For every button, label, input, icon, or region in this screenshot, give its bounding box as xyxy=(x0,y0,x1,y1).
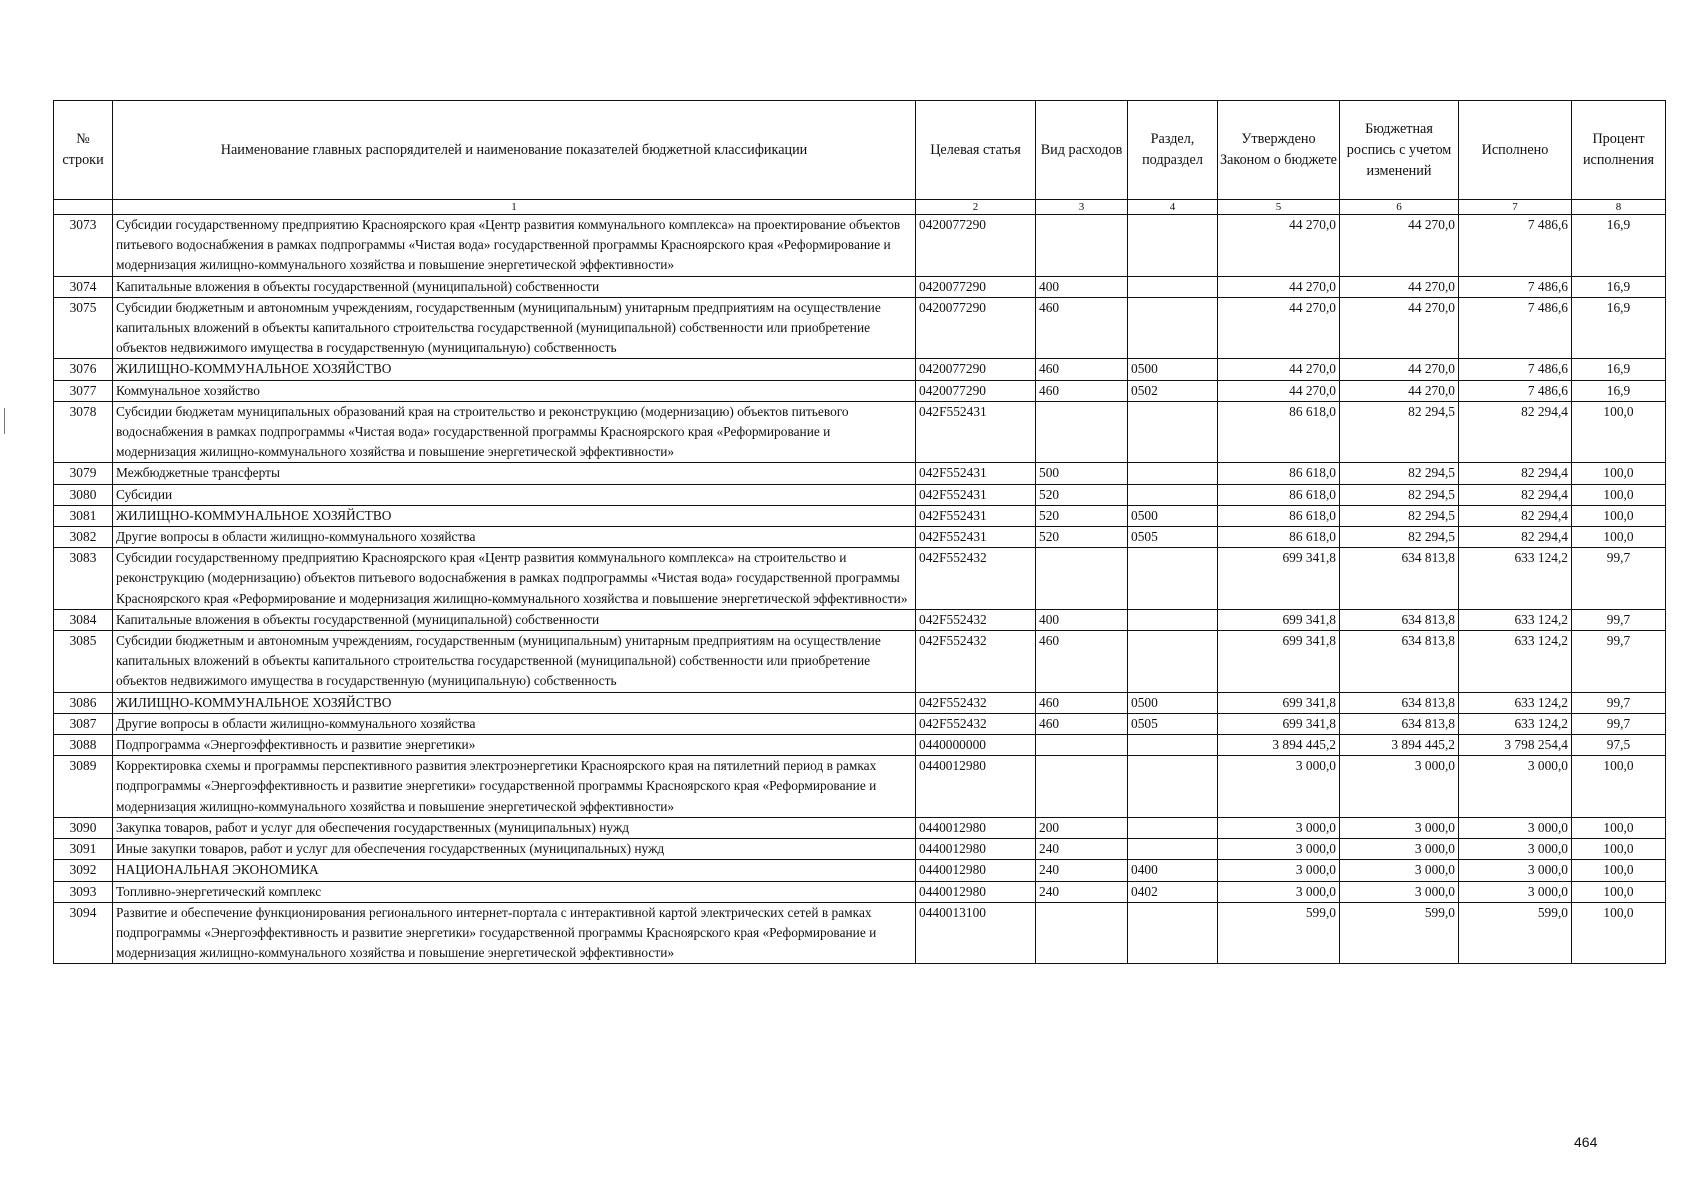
column-number: 4 xyxy=(1128,200,1218,215)
percent-cell: 100,0 xyxy=(1572,527,1666,548)
table-row xyxy=(54,692,1666,713)
expense-type-cell: 240 xyxy=(1036,860,1128,881)
section-cell: 0502 xyxy=(1128,380,1218,401)
percent-cell: 100,0 xyxy=(1572,463,1666,484)
approved-amount-cell: 3 000,0 xyxy=(1218,860,1340,881)
table-row xyxy=(54,631,1666,693)
schedule-amount-cell: 44 270,0 xyxy=(1340,276,1459,297)
executed-amount-cell: 3 000,0 xyxy=(1459,756,1572,818)
section-cell: 0402 xyxy=(1128,881,1218,902)
schedule-amount-cell: 3 000,0 xyxy=(1340,817,1459,838)
executed-amount-cell: 7 486,6 xyxy=(1459,276,1572,297)
section-cell: 0505 xyxy=(1128,713,1218,734)
row-name-cell: Субсидии бюджетным и автономным учреждениям, государственным (муниципальным) унитарным предприятиям на осуществление капитальных вложений в объекты капитального строительства государственной (муниципальной) собственности или приобретение объектов недвижимого имущества в государственную (муниципальную) собственность xyxy=(113,631,916,693)
header-expense-type: Вид расходов xyxy=(1036,101,1128,200)
header-target-article: Целевая статья xyxy=(916,101,1036,200)
percent-cell: 99,7 xyxy=(1572,713,1666,734)
percent-cell: 100,0 xyxy=(1572,484,1666,505)
row-name-cell: Субсидии бюджетным и автономным учреждениям, государственным (муниципальным) унитарным предприятиям на осуществление капитальных вложений в объекты капитального строительства государственной (муниципальной) собственности или приобретение объектов недвижимого имущества в государственную (муниципальную) собственность xyxy=(113,297,916,359)
percent-cell: 99,7 xyxy=(1572,631,1666,693)
expense-type-cell xyxy=(1036,735,1128,756)
header-executed: Исполнено xyxy=(1459,101,1572,200)
percent-cell: 100,0 xyxy=(1572,881,1666,902)
executed-amount-cell: 7 486,6 xyxy=(1459,297,1572,359)
table-header xyxy=(54,101,1666,215)
executed-amount-cell: 82 294,4 xyxy=(1459,401,1572,463)
executed-amount-cell: 3 798 254,4 xyxy=(1459,735,1572,756)
target-article-cell: 0420077290 xyxy=(916,276,1036,297)
approved-amount-cell: 86 618,0 xyxy=(1218,463,1340,484)
row-name-cell: Субсидии бюджетам муниципальных образований края на строительство и реконструкцию (модернизацию) объектов питьевого водоснабжения в рамках подпрограммы «Чистая вода» государственной программы Красноярского края «Реформирование и модернизация жилищно-коммунального хозяйства и повышение энергетической эффективности» xyxy=(113,401,916,463)
executed-amount-cell: 633 124,2 xyxy=(1459,631,1572,693)
expense-type-cell: 240 xyxy=(1036,881,1128,902)
row-name-cell: Иные закупки товаров, работ и услуг для обеспечения государственных (муниципальных) нужд xyxy=(113,839,916,860)
row-name-cell: Другие вопросы в области жилищно-коммунального хозяйства xyxy=(113,527,916,548)
table-row xyxy=(54,756,1666,818)
table-row xyxy=(54,359,1666,380)
target-article-cell: 042F552432 xyxy=(916,713,1036,734)
approved-amount-cell: 44 270,0 xyxy=(1218,215,1340,277)
expense-type-cell: 400 xyxy=(1036,276,1128,297)
expense-type-cell: 460 xyxy=(1036,713,1128,734)
target-article-cell: 042F552431 xyxy=(916,484,1036,505)
expense-type-cell xyxy=(1036,215,1128,277)
executed-amount-cell: 599,0 xyxy=(1459,902,1572,964)
target-article-cell: 0440012980 xyxy=(916,756,1036,818)
approved-amount-cell: 3 894 445,2 xyxy=(1218,735,1340,756)
executed-amount-cell: 7 486,6 xyxy=(1459,380,1572,401)
row-name-cell: Коммунальное хозяйство xyxy=(113,380,916,401)
row-number-cell: 3093 xyxy=(54,881,113,902)
expense-type-cell: 460 xyxy=(1036,380,1128,401)
table-row xyxy=(54,609,1666,630)
percent-cell: 100,0 xyxy=(1572,839,1666,860)
section-cell: 0400 xyxy=(1128,860,1218,881)
row-number-cell: 3076 xyxy=(54,359,113,380)
schedule-amount-cell: 44 270,0 xyxy=(1340,359,1459,380)
header-section: Раздел, подраздел xyxy=(1128,101,1218,200)
section-cell xyxy=(1128,401,1218,463)
expense-type-cell: 520 xyxy=(1036,505,1128,526)
executed-amount-cell: 633 124,2 xyxy=(1459,609,1572,630)
target-article-cell: 0420077290 xyxy=(916,215,1036,277)
percent-cell: 100,0 xyxy=(1572,756,1666,818)
approved-amount-cell: 86 618,0 xyxy=(1218,401,1340,463)
executed-amount-cell: 82 294,4 xyxy=(1459,463,1572,484)
section-cell: 0500 xyxy=(1128,692,1218,713)
approved-amount-cell: 699 341,8 xyxy=(1218,609,1340,630)
expense-type-cell: 460 xyxy=(1036,359,1128,380)
row-number-cell: 3088 xyxy=(54,735,113,756)
schedule-amount-cell: 44 270,0 xyxy=(1340,297,1459,359)
schedule-amount-cell: 3 000,0 xyxy=(1340,881,1459,902)
section-cell xyxy=(1128,735,1218,756)
scan-edge-mark xyxy=(4,408,5,434)
schedule-amount-cell: 82 294,5 xyxy=(1340,505,1459,526)
executed-amount-cell: 633 124,2 xyxy=(1459,548,1572,610)
row-number-cell: 3078 xyxy=(54,401,113,463)
row-number-cell: 3087 xyxy=(54,713,113,734)
row-name-cell: Развитие и обеспечение функционирования регионального интернет-портала с интерактивной картой электрических сетей в рамках подпрограммы «Энергоэффективность и развитие энергетики» государственной программы Красноярского края «Реформирование и модернизация жилищно-коммунального хозяйства и повышение энергетической эффективности» xyxy=(113,902,916,964)
approved-amount-cell: 86 618,0 xyxy=(1218,484,1340,505)
column-number: 6 xyxy=(1340,200,1459,215)
percent-cell: 16,9 xyxy=(1572,297,1666,359)
column-number: 8 xyxy=(1572,200,1666,215)
row-name-cell: Другие вопросы в области жилищно-коммунального хозяйства xyxy=(113,713,916,734)
row-number-cell: 3081 xyxy=(54,505,113,526)
row-name-cell: Топливно-энергетический комплекс xyxy=(113,881,916,902)
column-number: 7 xyxy=(1459,200,1572,215)
row-number-cell: 3086 xyxy=(54,692,113,713)
page-number: 464 xyxy=(1574,1134,1598,1150)
row-name-cell: Субсидии государственному предприятию Красноярского края «Центр развития коммунального комплекса» на проектирование объектов питьевого водоснабжения в рамках подпрограммы «Чистая вода» государственной программы Красноярского края «Реформирование и модернизация жилищно-коммунального хозяйства и повышение энергетической эффективности» xyxy=(113,215,916,277)
percent-cell: 100,0 xyxy=(1572,902,1666,964)
table-row xyxy=(54,215,1666,277)
expense-type-cell: 200 xyxy=(1036,817,1128,838)
percent-cell: 99,7 xyxy=(1572,609,1666,630)
target-article-cell: 042F552432 xyxy=(916,692,1036,713)
percent-cell: 99,7 xyxy=(1572,548,1666,610)
schedule-amount-cell: 634 813,8 xyxy=(1340,713,1459,734)
expense-type-cell: 460 xyxy=(1036,631,1128,693)
target-article-cell: 0420077290 xyxy=(916,359,1036,380)
executed-amount-cell: 7 486,6 xyxy=(1459,215,1572,277)
table-body xyxy=(54,215,1666,964)
row-name-cell: Межбюджетные трансферты xyxy=(113,463,916,484)
schedule-amount-cell: 3 894 445,2 xyxy=(1340,735,1459,756)
percent-cell: 16,9 xyxy=(1572,276,1666,297)
table-row xyxy=(54,839,1666,860)
schedule-amount-cell: 599,0 xyxy=(1340,902,1459,964)
row-name-cell: Субсидии xyxy=(113,484,916,505)
section-cell: 0500 xyxy=(1128,505,1218,526)
target-article-cell: 0420077290 xyxy=(916,297,1036,359)
schedule-amount-cell: 634 813,8 xyxy=(1340,548,1459,610)
table-row xyxy=(54,817,1666,838)
row-number-cell: 3079 xyxy=(54,463,113,484)
executed-amount-cell: 633 124,2 xyxy=(1459,692,1572,713)
percent-cell: 100,0 xyxy=(1572,401,1666,463)
approved-amount-cell: 44 270,0 xyxy=(1218,297,1340,359)
target-article-cell: 042F552432 xyxy=(916,548,1036,610)
approved-amount-cell: 86 618,0 xyxy=(1218,527,1340,548)
header-row-number: № строки xyxy=(54,101,113,200)
schedule-amount-cell: 82 294,5 xyxy=(1340,527,1459,548)
target-article-cell: 0440013100 xyxy=(916,902,1036,964)
row-name-cell: ЖИЛИЩНО-КОММУНАЛЬНОЕ ХОЗЯЙСТВО xyxy=(113,692,916,713)
header-percent: Процент исполнения xyxy=(1572,101,1666,200)
target-article-cell: 042F552432 xyxy=(916,609,1036,630)
header-row xyxy=(54,101,1666,200)
row-number-cell: 3083 xyxy=(54,548,113,610)
approved-amount-cell: 3 000,0 xyxy=(1218,881,1340,902)
section-cell xyxy=(1128,817,1218,838)
expense-type-cell: 500 xyxy=(1036,463,1128,484)
row-name-cell: ЖИЛИЩНО-КОММУНАЛЬНОЕ ХОЗЯЙСТВО xyxy=(113,505,916,526)
expense-type-cell xyxy=(1036,756,1128,818)
approved-amount-cell: 44 270,0 xyxy=(1218,359,1340,380)
row-name-cell: ЖИЛИЩНО-КОММУНАЛЬНОЕ ХОЗЯЙСТВО xyxy=(113,359,916,380)
target-article-cell: 042F552432 xyxy=(916,631,1036,693)
section-cell xyxy=(1128,297,1218,359)
target-article-cell: 0440012980 xyxy=(916,817,1036,838)
row-number-cell: 3077 xyxy=(54,380,113,401)
row-name-cell: НАЦИОНАЛЬНАЯ ЭКОНОМИКА xyxy=(113,860,916,881)
column-number-row xyxy=(54,200,1666,215)
row-number-cell: 3094 xyxy=(54,902,113,964)
table-row xyxy=(54,401,1666,463)
row-name-cell: Капитальные вложения в объекты государственной (муниципальной) собственности xyxy=(113,609,916,630)
percent-cell: 16,9 xyxy=(1572,359,1666,380)
percent-cell: 16,9 xyxy=(1572,215,1666,277)
table-row xyxy=(54,380,1666,401)
approved-amount-cell: 599,0 xyxy=(1218,902,1340,964)
table-row xyxy=(54,881,1666,902)
row-number-cell: 3089 xyxy=(54,756,113,818)
column-number: 5 xyxy=(1218,200,1340,215)
row-number-cell: 3090 xyxy=(54,817,113,838)
target-article-cell: 042F552431 xyxy=(916,505,1036,526)
percent-cell: 97,5 xyxy=(1572,735,1666,756)
target-article-cell: 0420077290 xyxy=(916,380,1036,401)
row-number-cell: 3074 xyxy=(54,276,113,297)
target-article-cell: 042F552431 xyxy=(916,527,1036,548)
executed-amount-cell: 3 000,0 xyxy=(1459,881,1572,902)
table-row xyxy=(54,484,1666,505)
expense-type-cell: 460 xyxy=(1036,297,1128,359)
target-article-cell: 0440012980 xyxy=(916,839,1036,860)
column-number: 2 xyxy=(916,200,1036,215)
header-approved: Утверждено Законом о бюджете xyxy=(1218,101,1340,200)
approved-amount-cell: 3 000,0 xyxy=(1218,817,1340,838)
expense-type-cell: 240 xyxy=(1036,839,1128,860)
executed-amount-cell: 82 294,4 xyxy=(1459,527,1572,548)
executed-amount-cell: 633 124,2 xyxy=(1459,713,1572,734)
approved-amount-cell: 86 618,0 xyxy=(1218,505,1340,526)
expense-type-cell: 520 xyxy=(1036,484,1128,505)
row-name-cell: Корректировка схемы и программы перспективного развития электроэнергетики Красноярского края на пятилетний период в рамках подпрограммы «Энергоэффективность и развитие энергетики» государственной программы Красноярского края «Реформирование и модернизация жилищно-коммунального хозяйства и повышение энергетической эффективности» xyxy=(113,756,916,818)
approved-amount-cell: 699 341,8 xyxy=(1218,713,1340,734)
column-number xyxy=(54,200,113,215)
percent-cell: 16,9 xyxy=(1572,380,1666,401)
section-cell xyxy=(1128,215,1218,277)
section-cell xyxy=(1128,609,1218,630)
expense-type-cell xyxy=(1036,401,1128,463)
executed-amount-cell: 7 486,6 xyxy=(1459,359,1572,380)
budget-execution-table xyxy=(53,100,1666,964)
section-cell xyxy=(1128,631,1218,693)
table-row xyxy=(54,276,1666,297)
executed-amount-cell: 82 294,4 xyxy=(1459,505,1572,526)
percent-cell: 99,7 xyxy=(1572,692,1666,713)
header-budget-schedule: Бюджетная роспись с учетом изменений xyxy=(1340,101,1459,200)
expense-type-cell: 460 xyxy=(1036,692,1128,713)
section-cell: 0505 xyxy=(1128,527,1218,548)
row-number-cell: 3091 xyxy=(54,839,113,860)
table-row xyxy=(54,527,1666,548)
percent-cell: 100,0 xyxy=(1572,505,1666,526)
section-cell xyxy=(1128,839,1218,860)
row-number-cell: 3092 xyxy=(54,860,113,881)
executed-amount-cell: 3 000,0 xyxy=(1459,817,1572,838)
row-number-cell: 3075 xyxy=(54,297,113,359)
percent-cell: 100,0 xyxy=(1572,817,1666,838)
approved-amount-cell: 3 000,0 xyxy=(1218,839,1340,860)
section-cell xyxy=(1128,463,1218,484)
approved-amount-cell: 44 270,0 xyxy=(1218,380,1340,401)
row-number-cell: 3082 xyxy=(54,527,113,548)
schedule-amount-cell: 3 000,0 xyxy=(1340,756,1459,818)
table-row xyxy=(54,860,1666,881)
target-article-cell: 042F552431 xyxy=(916,401,1036,463)
table-row xyxy=(54,463,1666,484)
expense-type-cell xyxy=(1036,548,1128,610)
executed-amount-cell: 3 000,0 xyxy=(1459,839,1572,860)
table-row xyxy=(54,505,1666,526)
section-cell xyxy=(1128,756,1218,818)
row-name-cell: Субсидии государственному предприятию Красноярского края «Центр развития коммунального комплекса» на строительство и реконструкцию (модернизацию) объектов питьевого водоснабжения в рамках подпрограммы «Чистая вода» государственной программы Красноярского края «Реформирование и модернизация жилищно-коммунального хозяйства и повышение энергетической эффективности» xyxy=(113,548,916,610)
expense-type-cell: 400 xyxy=(1036,609,1128,630)
schedule-amount-cell: 82 294,5 xyxy=(1340,463,1459,484)
schedule-amount-cell: 82 294,5 xyxy=(1340,401,1459,463)
approved-amount-cell: 699 341,8 xyxy=(1218,692,1340,713)
expense-type-cell xyxy=(1036,902,1128,964)
row-number-cell: 3073 xyxy=(54,215,113,277)
row-number-cell: 3080 xyxy=(54,484,113,505)
schedule-amount-cell: 3 000,0 xyxy=(1340,839,1459,860)
approved-amount-cell: 699 341,8 xyxy=(1218,548,1340,610)
schedule-amount-cell: 634 813,8 xyxy=(1340,692,1459,713)
table-row xyxy=(54,297,1666,359)
schedule-amount-cell: 44 270,0 xyxy=(1340,380,1459,401)
schedule-amount-cell: 44 270,0 xyxy=(1340,215,1459,277)
schedule-amount-cell: 3 000,0 xyxy=(1340,860,1459,881)
row-number-cell: 3085 xyxy=(54,631,113,693)
row-name-cell: Подпрограмма «Энергоэффективность и развитие энергетики» xyxy=(113,735,916,756)
target-article-cell: 0440000000 xyxy=(916,735,1036,756)
row-name-cell: Закупка товаров, работ и услуг для обеспечения государственных (муниципальных) нужд xyxy=(113,817,916,838)
approved-amount-cell: 699 341,8 xyxy=(1218,631,1340,693)
column-number: 3 xyxy=(1036,200,1128,215)
schedule-amount-cell: 82 294,5 xyxy=(1340,484,1459,505)
section-cell xyxy=(1128,484,1218,505)
schedule-amount-cell: 634 813,8 xyxy=(1340,631,1459,693)
table-row xyxy=(54,902,1666,964)
header-name: Наименование главных распорядителей и наименование показателей бюджетной классификации xyxy=(113,101,916,200)
row-name-cell: Капитальные вложения в объекты государственной (муниципальной) собственности xyxy=(113,276,916,297)
executed-amount-cell: 82 294,4 xyxy=(1459,484,1572,505)
percent-cell: 100,0 xyxy=(1572,860,1666,881)
table-row xyxy=(54,713,1666,734)
approved-amount-cell: 3 000,0 xyxy=(1218,756,1340,818)
schedule-amount-cell: 634 813,8 xyxy=(1340,609,1459,630)
row-number-cell: 3084 xyxy=(54,609,113,630)
section-cell xyxy=(1128,548,1218,610)
table-row xyxy=(54,548,1666,610)
expense-type-cell: 520 xyxy=(1036,527,1128,548)
section-cell: 0500 xyxy=(1128,359,1218,380)
table-row xyxy=(54,735,1666,756)
target-article-cell: 042F552431 xyxy=(916,463,1036,484)
target-article-cell: 0440012980 xyxy=(916,881,1036,902)
target-article-cell: 0440012980 xyxy=(916,860,1036,881)
section-cell xyxy=(1128,902,1218,964)
section-cell xyxy=(1128,276,1218,297)
executed-amount-cell: 3 000,0 xyxy=(1459,860,1572,881)
approved-amount-cell: 44 270,0 xyxy=(1218,276,1340,297)
column-number: 1 xyxy=(113,200,916,215)
